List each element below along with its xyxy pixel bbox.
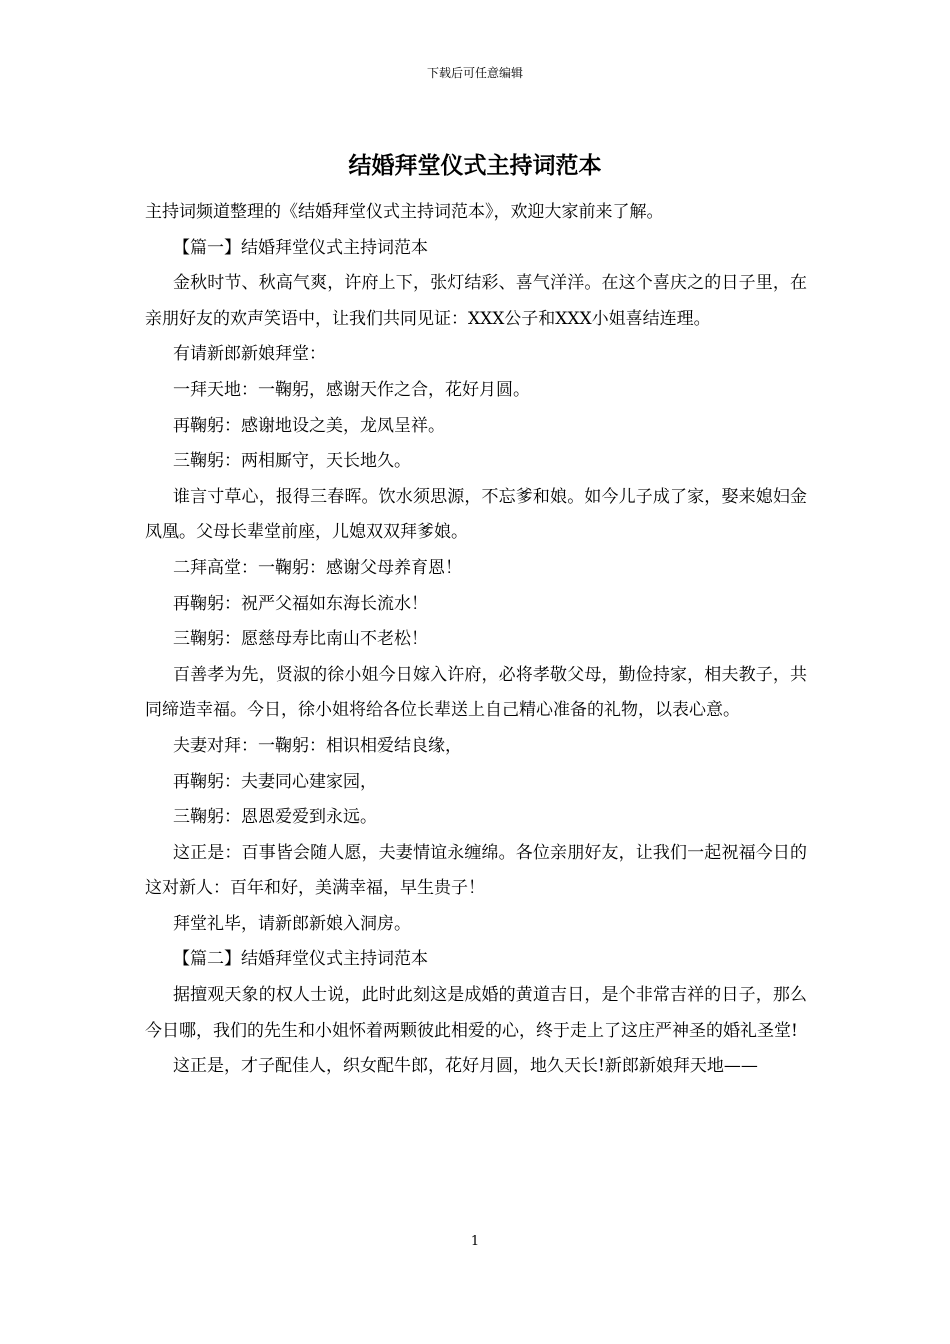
body-paragraph: 这正是，才子配佳人，织女配牛郎，花好月圆，地久天长!新郎新娘拜天地—— — [173, 1056, 758, 1077]
body-paragraph: 金秋时节、秋高气爽，许府上下，张灯结彩、喜气洋洋。在这个喜庆之的日子里，在亲朋好友的欢声笑语中，让我们共同见证：XXX公子和XXX小姐喜结连理。 — [145, 273, 807, 329]
body-paragraph: 再鞠躬：感谢地设之美，龙凤呈祥。 — [173, 415, 445, 436]
body-paragraph: 这正是：百事皆会随人愿，夫妻情谊永缠绵。各位亲朋好友，让我们一起祝福今日的这对新人：百年和好，美满幸福，早生贵子！ — [145, 842, 807, 899]
body-paragraph: 百善孝为先，贤淑的徐小姐今日嫁入许府，必将孝敬父母，勤俭持家，相夫教子，共同缔造幸福。今日，徐小姐将给各位长辈送上自己精心准备的礼物，以表心意。 — [145, 664, 807, 721]
body-paragraph: 三鞠躬：愿慈母寿比南山不老松！ — [173, 629, 428, 650]
body-paragraph: 三鞠躬：两相厮守，天长地久。 — [173, 451, 411, 472]
body-paragraph: 拜堂礼毕，请新郎新娘入洞房。 — [173, 913, 411, 934]
page-header: 下载后可任意编辑 — [426, 66, 523, 80]
body-paragraph: 再鞠躬：祝严父福如东海长流水！ — [173, 593, 428, 614]
section-heading-1: 【篇一】结婚拜堂仪式主持词范本 — [173, 237, 428, 258]
document-title: 结婚拜堂仪式主持词范本 — [348, 152, 602, 179]
body-paragraph: 夫妻对拜：一鞠躬：相识相爱结良缘， — [173, 735, 462, 756]
intro-paragraph: 主持词频道整理的《结婚拜堂仪式主持词范本》，欢迎大家前来了解。 — [145, 202, 664, 222]
body-paragraph: 谁言寸草心，报得三春晖。饮水须思源，不忘爹和娘。如今儿子成了家，娶来媳妇金凤凰。父母长辈堂前座，儿媳双双拜爹娘。 — [145, 486, 807, 543]
section-heading-2: 【篇二】结婚拜堂仪式主持词范本 — [173, 949, 428, 970]
body-paragraph: 据擅观天象的权人士说，此时此刻这是成婚的黄道吉日，是个非常吉祥的日子，那么今日哪，我们的先生和小姐怀着两颗彼此相爱的心，终于走上了这庄严神圣的婚礼圣堂! — [145, 985, 807, 1041]
body-paragraph: 再鞠躬：夫妻同心建家园， — [173, 771, 377, 792]
document-body — [145, 195, 807, 1085]
body-paragraph: 三鞠躬：恩恩爱爱到永远。 — [173, 807, 377, 828]
body-paragraph: 二拜高堂：一鞠躬：感谢父母养育恩！ — [173, 557, 462, 578]
body-paragraph: 一拜天地：一鞠躬，感谢天作之合，花好月圆。 — [173, 379, 530, 400]
page-number: 1 — [470, 1234, 480, 1249]
body-paragraph: 有请新郎新娘拜堂： — [173, 344, 326, 365]
